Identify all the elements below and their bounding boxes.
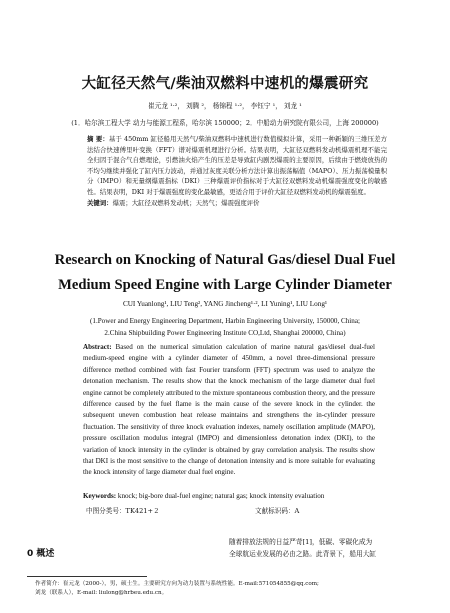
english-abstract-text: Based on the numerical simulation calculation of marine natural gas/diesel dual-fuel medium-speed engine with a cylinder diameter of 450mm, a novel three-dimensional pressure difference method combined with fast Fourier transform (FFT) spectrum was used to analyze the detonation mechanism. The results show that the knock mechanism of the large diameter dual fuel engine cannot be completely attributed to the mixture spontaneous combustion theory, and the pressure difference caused by the fuel flame is the main cause of the severe knock in the cylinder. the subsequent uneven combustion heat release maintains and strengthens the in-cylinder pressure fluctuation. The sensitivity of three knock evaluation indexes, namely oscillation amplitude (MAPO), pressure oscillation modulus integral (IMPO) and dimensionless detonation index (DKI), to the variation of knock intensity in the cylinder is obtained by gray correlation analysis. The results show that DKI is the most sensitive to the change of detonation intensity and is more suitable for evaluating the knock intensity of large diameter dual fuel engine. [83, 343, 375, 477]
english-title-line2: Medium Speed Engine with Large Cylinder Diameter [58, 277, 392, 293]
chinese-affiliation: (1．哈尔滨工程大学 动力与能源工程系，哈尔滨 150000；2．中船动力研究院有限公司，上海 200000) [71, 119, 379, 127]
english-authors: CUI Yuanlong¹, LIU Teng², YANG Jincheng¹·², LI Yuning¹, LIU Long¹ [122, 300, 328, 308]
body-text-column [229, 536, 424, 560]
chinese-keywords-text: 爆震；大缸径双燃料发动机；天然气；爆震强度评价 [112, 198, 260, 207]
chinese-title: 大缸径天然气/柴油双燃料中速机的爆震研究 [81, 76, 369, 92]
chinese-abstract-text: 基于 450mm 缸径船用天然气/柴油双燃料中速机进行数值模拟计算，采用一种新颖的三维压差方法结合快速傅里叶变换（FFT）谱对爆震机理进行分析。结果表明，大缸径双燃料发动机爆震机理不能完全归因于混合气自燃理论，引燃油火焰产生的压差是导致缸内剧烈爆震的主要原因，后续由于燃烧放热的不均匀继续并强化了缸内压力波动，并通过灰度关联分析方法计算出振荡幅值（MAPO）、压力振荡模量积分（IMPO）和无量纲爆震指标（DKI）三种爆震评价指标对于大缸径双燃料发动机爆震强度变化的敏感性。结果表明，DKI 对于爆震强度的变化最敏感，更适合用于评价大缸径双燃料发动机的爆震强度。 [87, 135, 387, 196]
body-line: 随着排放法规的日益严苛[1]，低碳、零碳化成为 [229, 538, 373, 546]
classification-number: 中图分类号：TK421+２ [86, 507, 160, 515]
chinese-abstract-label: 摘 要： [87, 135, 109, 143]
author-footnote [35, 580, 435, 598]
document-code: 文献标识码：A [255, 507, 300, 515]
english-abstract-block [83, 342, 375, 479]
english-abstract-label: Abstract: [83, 343, 112, 351]
footnote-divider [27, 576, 147, 577]
footnote-line: 作者简介：崔元龙（2000-），男，硕士生。主要研究方向为动力装置与系统性能。E-mail:571054855@qq.com; [35, 581, 319, 587]
chinese-abstract-block [87, 134, 387, 208]
english-title-line1: Research on Knocking of Natural Gas/diesel Dual Fuel [54, 252, 396, 268]
english-affiliation-line1: (1.Power and Energy Engineering Department, Harbin Engineering University, 150000, China; [90, 317, 360, 325]
english-keywords-label: Keywords: [83, 492, 117, 500]
chinese-keywords-label: 关键词： [87, 198, 113, 207]
english-keywords [83, 492, 383, 500]
english-affiliation-line2: 2.China Shipbuilding Power Engineering Institute CO,Ltd, Shanghai 200000, China) [104, 328, 346, 337]
footnote-line: 刘龙（联系人），E-mail: liulong@hrbeu.edu.cn。 [35, 590, 168, 596]
body-line: 全球航运业发展的必由之路。此背景下，船用大缸 [229, 550, 377, 558]
english-keywords-text: knock; big-bore dual-fuel engine; natural gas; knock intensity evaluation [117, 492, 325, 500]
section-heading: 0 概述 [27, 549, 55, 559]
english-affiliation [0, 316, 450, 339]
chinese-authors: 崔元龙 ¹·²， 刘腾 ²， 杨锦程 ¹·²， 李钰宁 ¹， 刘龙 ¹ [148, 102, 302, 110]
